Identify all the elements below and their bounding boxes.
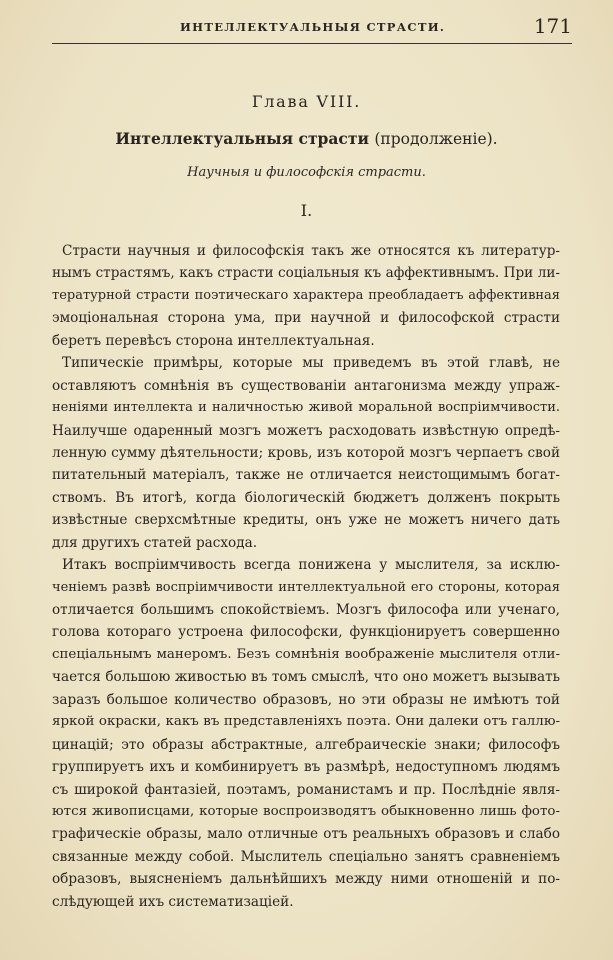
- text-line: яркой окраски, какъ въ представленіяхъ поэта. Они далеки отъ галлю-: [52, 714, 560, 730]
- text-line: неніями интеллекта и наличностью живой моральной воспріимчивости.: [52, 400, 560, 416]
- text-line: Типическіе примѣры, которые мы приведемъ въ этой главѣ, не: [62, 355, 560, 372]
- text-line: цинацій; это образы абстрактные, алгебраическіе знаки; философъ: [52, 736, 560, 753]
- text-line: тературной страсти поэтическаго характера преобладаетъ аффективная: [52, 287, 560, 303]
- text-line: голова котораго устроена философски, функціонируетъ совершенно: [52, 624, 560, 641]
- text-line: эмоціональная сторона ума, при научной и философской страсти: [52, 310, 560, 327]
- text-line: беретъ перевѣсъ сторона интеллектуальная.: [52, 332, 375, 349]
- body-text: [52, 240, 560, 913]
- running-head-title: ИНТЕЛЛЕКТУАЛЬНЫЯ СТРАСТИ.: [180, 20, 446, 34]
- text-line: спеціальнымъ манеромъ. Безъ сомнѣнія воображеніе мыслителя отли-: [52, 646, 560, 662]
- text-line: питательный матеріалъ, также не отличается неистощимымъ богат-: [52, 467, 560, 484]
- text-line: ствомъ. Въ итогѣ, когда біологическій бюджетъ долженъ покрыть: [52, 489, 560, 506]
- text-line: отличается большимъ спокойствіемъ. Мозгъ философа или ученаго,: [52, 602, 560, 618]
- text-line: ленную сумму дѣятельности; кровь, изъ которой мозгъ черпаетъ свой: [52, 444, 560, 461]
- chapter-label: Глава VIII.: [251, 92, 362, 111]
- chapter-title-main: Интеллектуальныя страсти: [115, 129, 369, 148]
- text-line: Страсти научныя и философскія такъ же относятся къ литератур-: [62, 243, 560, 259]
- text-line: образовъ, выясненіемъ дальнѣйшихъ между ними отношеній и по-: [52, 871, 560, 888]
- text-line: для другихъ статей расхода.: [52, 534, 258, 551]
- text-line: группируетъ ихъ и комбинируетъ въ размѣрѣ, недоступномъ людямъ: [52, 759, 560, 776]
- section-number: I.: [300, 201, 313, 220]
- text-line: оставляютъ сомнѣнія въ существованіи антагонизма между упраж-: [52, 377, 560, 394]
- text-line: нымъ страстямъ, какъ страсти соціальныя къ аффективнымъ. При ли-: [52, 265, 560, 282]
- header-rule: [52, 43, 572, 44]
- text-line: Наилучше одаренный мозгъ можетъ расходовать извѣстную опредѣ-: [52, 422, 560, 439]
- text-line: заразъ большое количество образовъ, но эти образы не имѣютъ той: [52, 691, 560, 708]
- text-line: ются живописцами, которые воспроизводятъ обыкновенно лишь фото-: [52, 803, 560, 819]
- chapter-title: [0, 129, 613, 148]
- text-line: слѣдующей ихъ систематизаціей.: [52, 893, 294, 910]
- running-head: [52, 14, 572, 44]
- text-line: графическіе образы, мало отличные отъ реальныхъ образовъ и слабо: [52, 826, 560, 843]
- text-line: связанные между собой. Мыслитель спеціально занятъ сравненіемъ: [52, 848, 560, 865]
- text-line: съ широкой фантазіей, поэтамъ, романистамъ и пр. Послѣдніе явля-: [52, 781, 560, 798]
- chapter-subtitle: Научныя и философскія страсти.: [187, 165, 426, 180]
- chapter-title-suffix: (продолженіе).: [374, 130, 498, 148]
- page-number: 171: [533, 14, 572, 38]
- text-line: Итакъ воспріимчивость всегда понижена у мыслителя, за исклю-: [62, 557, 560, 574]
- text-line: ченіемъ развѣ воспріимчивости интеллектуальной его стороны, которая: [52, 579, 560, 595]
- text-line: чается большою живостью въ томъ смыслѣ, что оно можетъ вызывать: [52, 669, 560, 686]
- text-line: извѣстные сверхсмѣтные кредиты, онъ уже не можетъ ничего дать: [52, 512, 560, 529]
